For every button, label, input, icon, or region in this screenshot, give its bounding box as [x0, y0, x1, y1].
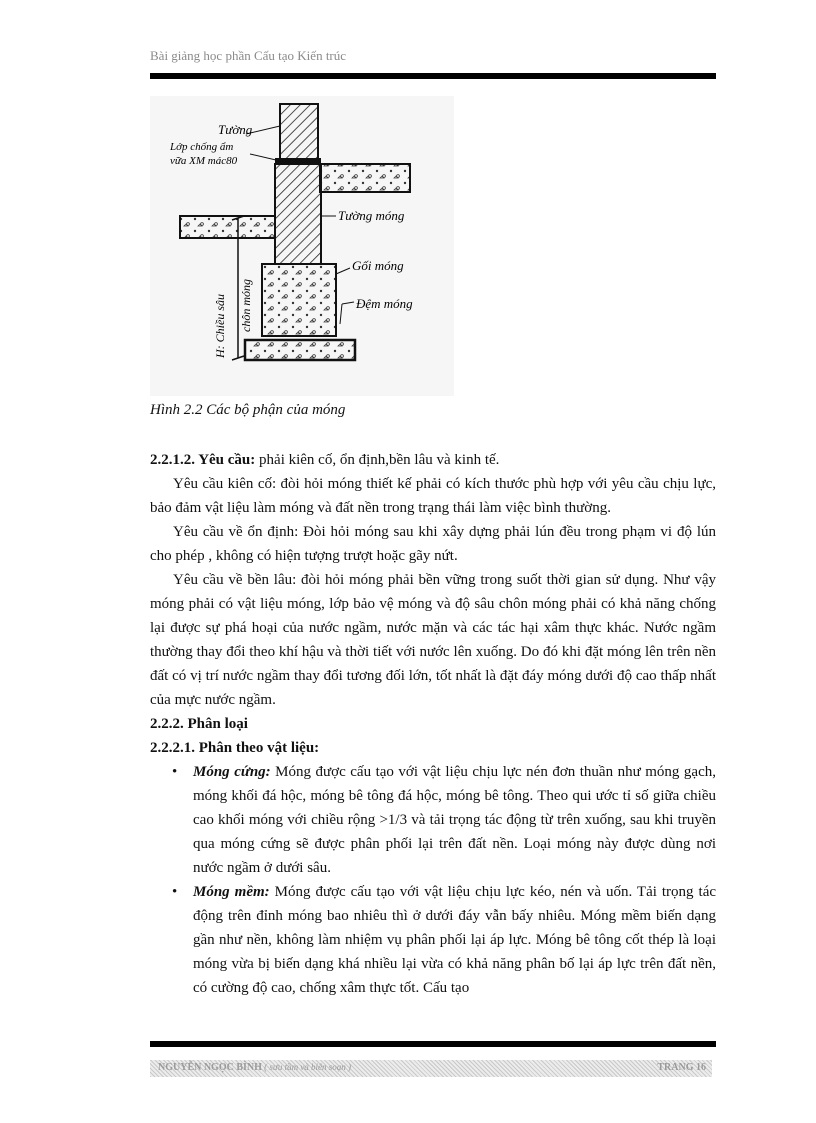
text-flexible: Móng được cấu tạo với vật liệu chịu lực kéo, nén và uốn. Tải trọng tác động trên đỉnh móng bao nhiêu thì ở dưới đáy vẫn bấy nhiêu. Móng mềm biến dạng gần như nền, không làm nhiệm vụ phân phối lại áp lực. Móng bê tông cốt thép là loại móng vừa bị biến dạng khá nhiều lại vừa có khả năng phân bố lại áp lực trên đất nền, có cường độ cao, chống xâm thực tốt. Cấu tạo: [193, 884, 717, 996]
page-content: [150, 448, 716, 1000]
list-item-rigid: [150, 760, 716, 880]
wall-shape: [280, 104, 318, 160]
footer-bar: [150, 1060, 712, 1077]
paragraph-stability: Yêu cầu về ổn định: Đòi hỏi móng sau khi xây dựng phải lún đều trong phạm vi độ lún cho phép , không có hiện tượng trượt hoặc gãy nứt.: [150, 524, 716, 564]
label-footing: Gối móng: [352, 258, 404, 273]
floor-slab-right: [320, 164, 410, 192]
text-rigid: Móng được cấu tạo với vật liệu chịu lực nén đơn thuần như móng gạch, móng khối đá hộc, móng bê tông đá hộc, móng bê tông. Theo qui ước tỉ số giữa chiều cao khối móng với chiều rộng >1/3 và tải trọng tác động từ trên xuống, sau khi truyền qua móng cứng sẽ được phân phối lại trên đất nền. Loại móng này được dùng nơi nước ngầm ở dưới sâu.: [193, 764, 716, 876]
footer-rule: [150, 1041, 716, 1047]
heading-2-2-1-2: 2.2.1.2. Yêu cầu:: [150, 452, 256, 468]
header-rule: [150, 73, 716, 79]
term-rigid: Móng cứng:: [193, 764, 271, 780]
heading-2-2-2-1: 2.2.2.1. Phân theo vật liệu:: [150, 740, 320, 756]
label-wall: Tường: [218, 122, 253, 137]
foundation-wall-shape: [275, 164, 321, 264]
requirements-intro: phải kiên cố, ổn định,bền lâu và kinh tế.: [255, 452, 500, 468]
footer-author-note: ( sưu tầm và biên soạn ): [261, 1062, 352, 1072]
footer-author: [158, 1062, 351, 1073]
figure-caption: Hình 2.2 Các bộ phận của móng: [150, 402, 346, 418]
foundation-diagram: [150, 96, 454, 396]
paragraph-durability: Yêu cầu về bền lâu: đòi hỏi móng phải bền vững trong suốt thời gian sử dụng. Như vậy móng phải có vật liệu móng, lớp bảo vệ móng và độ sâu chôn móng phải có khả năng chống lại được sự phá hoại của nước ngầm, nước mặn và các tác hại xâm thực khác. Nước ngầm thường thay đổi theo khí hậu và thời tiết với nước lên xuống. Do đó khi đặt móng lên trên nền đất có vị trí nước ngầm thay đổi tương đối lớn, tốt nhất là đặt đáy móng dưới độ cao thấp nhất của mực nước ngầm.: [150, 572, 716, 708]
list-item-flexible: [150, 880, 716, 1000]
foundation-type-list: [150, 760, 716, 1000]
label-foundation-wall: Tường móng: [338, 208, 405, 223]
requirements-line: [150, 448, 716, 472]
paragraph-solid: Yêu cầu kiên cố: đòi hỏi móng thiết kế phải có kích thước phù hợp với yêu cầu chịu lực, bảo đảm vật liệu làm móng và đất nền trong trạng thái làm việc bình thường.: [150, 476, 716, 516]
footing-shape: [262, 264, 336, 336]
label-depth-1: H: Chiều sâu: [213, 294, 227, 358]
term-flexible: Móng mềm:: [193, 884, 270, 900]
label-pad: Đệm móng: [356, 296, 413, 311]
floor-slab-left: [180, 216, 275, 238]
label-damp-proof-1: Lớp chống ẩm: [170, 141, 234, 153]
heading-2-2-2: 2.2.2. Phân loại: [150, 716, 248, 732]
label-depth-2: chôn móng: [239, 279, 253, 332]
pad-shape: [245, 340, 355, 360]
label-damp-proof-2: vữa XM mác80: [170, 155, 238, 167]
footer-page-number: TRANG 16: [657, 1062, 706, 1073]
footer-author-name: NGUYỄN NGỌC BÌNH: [158, 1062, 262, 1073]
running-header: Bài giảng học phần Cấu tạo Kiến trúc: [150, 48, 347, 63]
